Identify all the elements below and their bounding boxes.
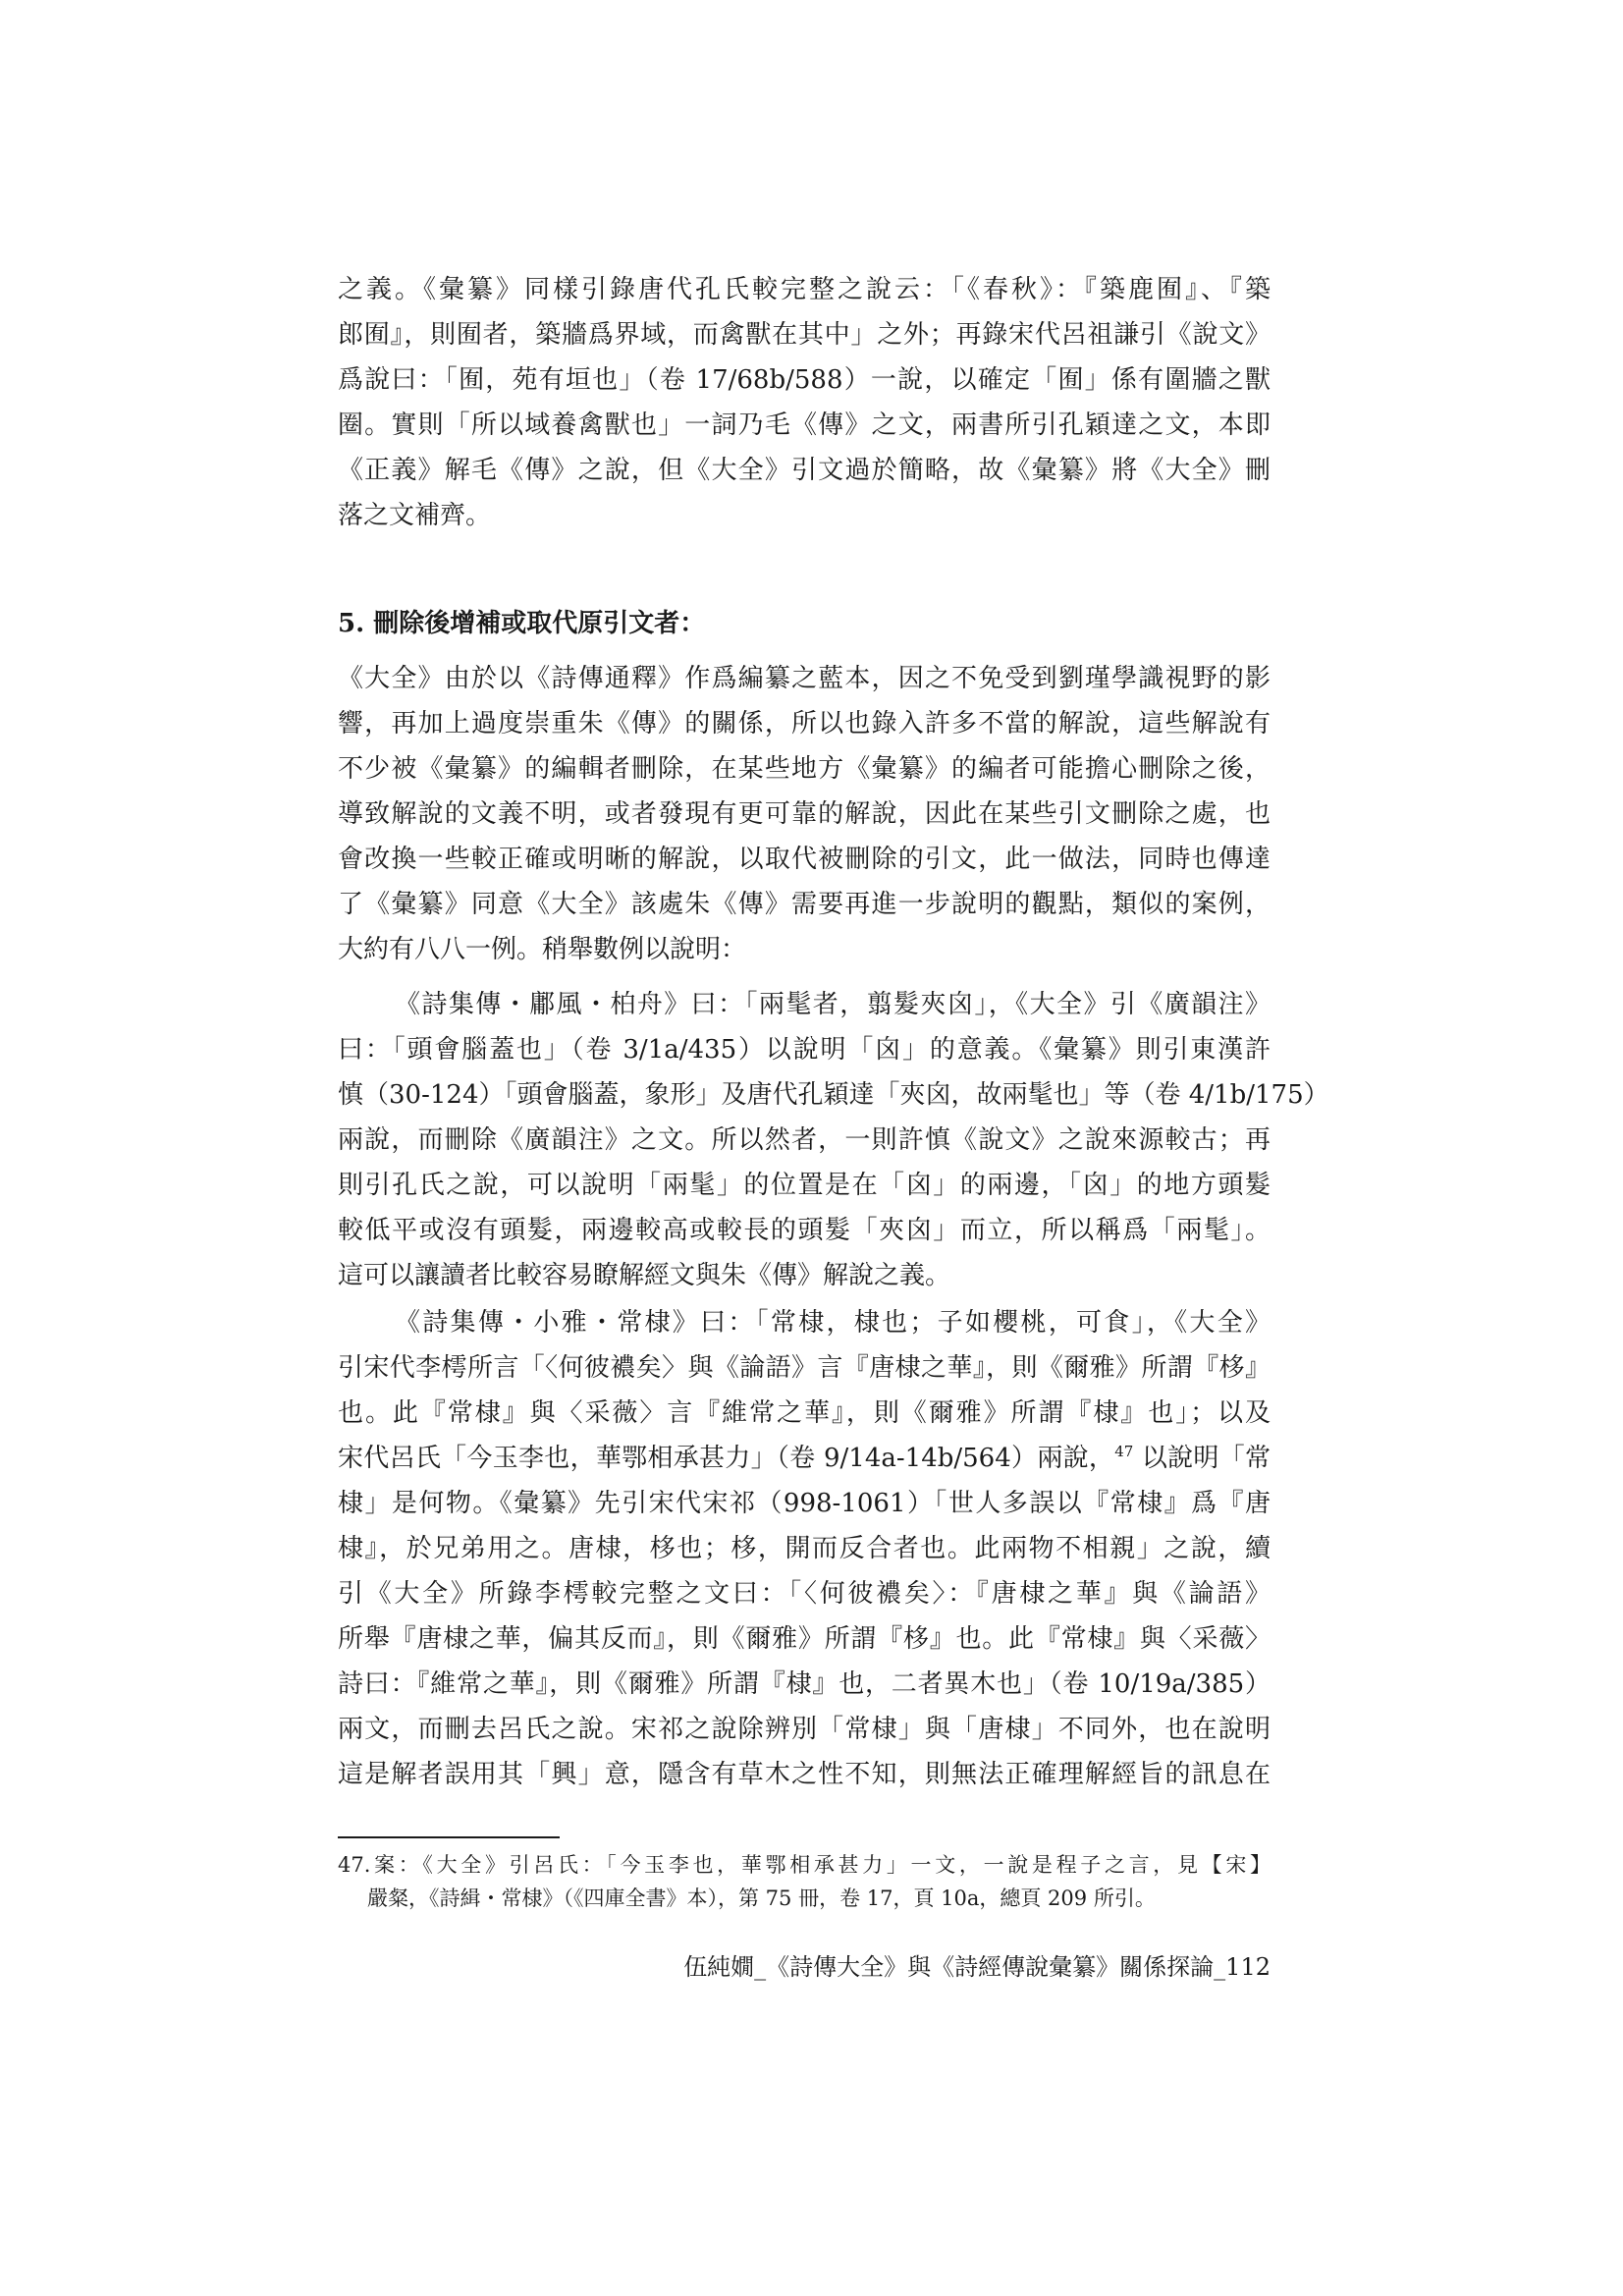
text-line: 了《彙纂》同意《大全》該處朱《傳》需要再進一步說明的觀點，類似的案例， <box>338 890 1271 919</box>
paragraph-example-bozhou <box>338 982 1329 1298</box>
text-line: 棣』，於兄弟用之。唐棣，栘也；栘，開而反合者也。此兩物不相親」之說，續 <box>338 1534 1271 1563</box>
text-line: 落之文補齊。 <box>338 501 492 530</box>
paragraph-intro <box>338 656 1271 972</box>
text-line: 慎（30-124）「頭會腦蓋，象形」及唐代孔穎達「夾囟，故兩髦也」等（卷 4/1b/175） <box>338 1080 1329 1110</box>
text-line: 所舉『唐棣之華，偏其反而』，則《爾雅》所謂『栘』也。此『常棣』與〈采薇〉 <box>338 1624 1271 1654</box>
footnote-47 <box>338 1848 1271 1915</box>
text-line: 爲說曰：「囿，苑有垣也」（卷 17/68b/588）一說，以確定「囿」係有圍牆之獸 <box>338 365 1271 395</box>
text-line: 不少被《彙纂》的編輯者刪除，在某些地方《彙纂》的編者可能擔心刪除之後， <box>338 754 1271 784</box>
text-line: 之義。《彙纂》同樣引錄唐代孔氏較完整之說云：「《春秋》：『築鹿囿』、『築 <box>338 275 1271 304</box>
text-line: 《大全》由於以《詩傳通釋》作爲編纂之藍本，因之不免受到劉瑾學識視野的影 <box>338 664 1271 693</box>
text-line: 這可以讓讀者比較容易瞭解經文與朱《傳》解說之義。 <box>338 1261 951 1290</box>
paragraph-example-changdi <box>338 1300 1271 1797</box>
text-line: 則引孔氏之說，可以說明「兩髦」的位置是在「囟」的兩邊，「囟」的地方頭髮 <box>338 1171 1271 1200</box>
text-line: 引《大全》所錄李樗較完整之文曰：「〈何彼襛矣〉：『唐棣之華』與《論語》 <box>338 1579 1271 1609</box>
text-line: 大約有八八一例。稍舉數例以說明： <box>338 935 747 964</box>
text-line: 《詩集傳・鄘風・柏舟》曰：「兩髦者，翦髮夾囟」，《大全》引《廣韻注》 <box>395 990 1271 1019</box>
text-line: 這是解者誤用其「興」意，隱含有草木之性不知，則無法正確理解經旨的訊息在 <box>338 1760 1271 1789</box>
text-line: 較低平或沒有頭髮，兩邊較高或較長的頭髮「夾囟」而立，所以稱爲「兩髦」。 <box>338 1216 1271 1245</box>
footnote-line: 嚴粲，《詩緝・常棣》（《四庫全書》本），第 75 冊，卷 17，頁 10a，總頁 209 所引。 <box>367 1886 1156 1910</box>
section-heading: 5. 刪除後增補或取代原引文者： <box>338 609 706 638</box>
running-footer: 伍純嫺_《詩傳大全》與《詩經傳說彙纂》關係探論_112 <box>683 1953 1271 1981</box>
text-line-with-footnote <box>338 1436 1271 1481</box>
text-segment: 以說明「常 <box>1133 1444 1271 1473</box>
footnote-line: 47.案：《大全》引呂氏：「今玉李也，華鄂相承甚力」一文，一說是程子之言，見【宋】 <box>338 1853 1271 1877</box>
text-line: 《詩集傳・小雅・常棣》曰：「常棣，棣也；子如櫻桃，可食」，《大全》 <box>395 1308 1271 1338</box>
text-line: 兩文，而刪去呂氏之說。宋祁之說除辨別「常棣」與「唐棣」不同外，也在說明 <box>338 1715 1271 1744</box>
footnote-marker[interactable]: 47 <box>1114 1443 1134 1460</box>
text-line: 會改換一些較正確或明晰的解說，以取代被刪除的引文，此一做法，同時也傳達 <box>338 845 1271 874</box>
text-line: 導致解說的文義不明，或者發現有更可靠的解說，因此在某些引文刪除之處，也 <box>338 799 1271 829</box>
text-line: 兩說，而刪除《廣韻注》之文。所以然者，一則許慎《說文》之說來源較古；再 <box>338 1125 1271 1155</box>
text-line: 《正義》解毛《傳》之說，但《大全》引文過於簡略，故《彙纂》將《大全》刪 <box>338 456 1271 485</box>
text-line: 圈。實則「所以域養禽獸也」一詞乃毛《傳》之文，兩書所引孔穎達之文，本即 <box>338 410 1271 440</box>
text-line: 引宋代李樗所言「〈何彼襛矣〉與《論語》言『唐棣之華』，則《爾雅》所謂『栘』 <box>338 1353 1271 1383</box>
text-line: 曰：「頭會腦蓋也」（卷 3/1a/435）以說明「囟」的意義。《彙纂》則引東漢許 <box>338 1035 1271 1065</box>
text-line: 詩曰：『維常之華』，則《爾雅》所謂『棣』也，二者異木也」（卷 10/19a/385） <box>338 1669 1271 1699</box>
paragraph-continuation <box>338 267 1271 538</box>
footnote-divider <box>338 1836 560 1838</box>
text-line: 響，再加上過度崇重朱《傳》的關係，所以也錄入許多不當的解說，這些解說有 <box>338 709 1271 738</box>
text-segment: 宋代呂氏「今玉李也，華鄂相承甚力」（卷 9/14a-14b/564）兩說， <box>338 1444 1115 1473</box>
text-line: 也。此『常棣』與〈采薇〉言『維常之華』，則《爾雅》所謂『棣』也」；以及 <box>338 1398 1271 1428</box>
text-line: 郎囿』，則囿者，築牆爲界域，而禽獸在其中」之外；再錄宋代呂祖謙引《說文》 <box>338 320 1271 350</box>
text-line: 棣」是何物。《彙纂》先引宋代宋祁（998-1061）「世人多誤以『常棣』爲『唐 <box>338 1489 1271 1518</box>
